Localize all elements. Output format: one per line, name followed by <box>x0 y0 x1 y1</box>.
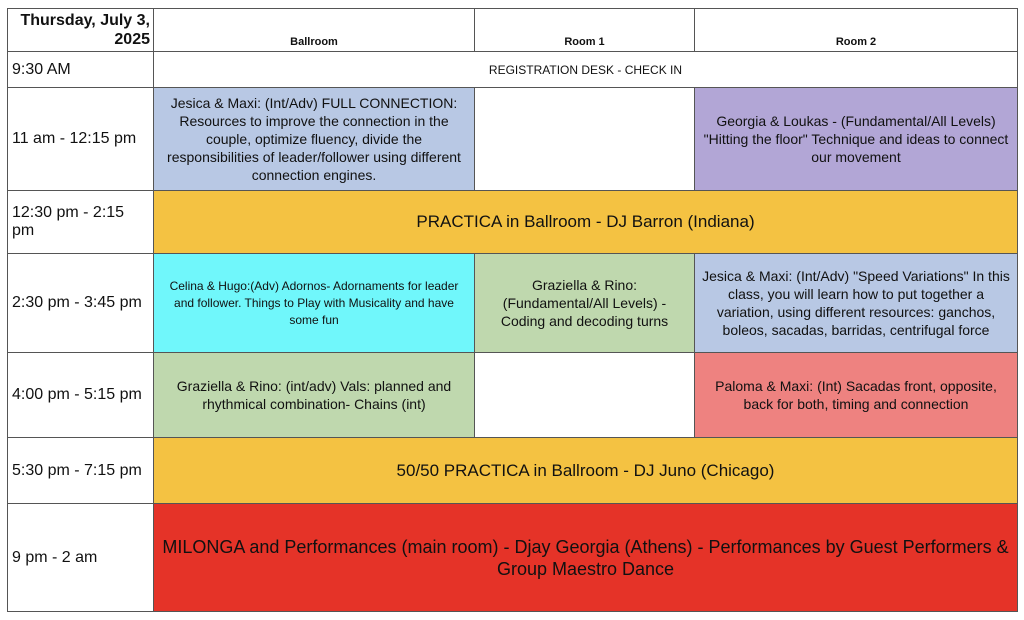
column-header-ballroom: Ballroom <box>154 9 475 52</box>
class-cell-room1-empty <box>475 353 695 438</box>
row-530 <box>8 438 1018 504</box>
time-cell: 9 pm - 2 am <box>8 504 154 612</box>
class-cell-room2: Jesica & Maxi: (Int/Adv) "Speed Variations" In this class, you will learn how to put together a variation, using different resources: ganchos, boleos, sacadas, barridas, centrifugal force <box>695 254 1018 353</box>
class-cell-room1-empty <box>475 88 695 191</box>
column-header-room2: Room 2 <box>695 9 1018 52</box>
practica-cell: PRACTICA in Ballroom - DJ Barron (Indiana) <box>154 191 1018 254</box>
date-line-1: Thursday, July 3, <box>20 12 150 29</box>
row-1230 <box>8 191 1018 254</box>
row-1100 <box>8 88 1018 191</box>
time-cell: 2:30 pm - 3:45 pm <box>8 254 154 353</box>
class-cell-room2: Georgia & Loukas - (Fundamental/All Levels) "Hitting the floor" Technique and ideas to connect our movement <box>695 88 1018 191</box>
date-line-2: 2025 <box>114 31 150 48</box>
schedule-table <box>7 8 1018 612</box>
row-230 <box>8 254 1018 353</box>
time-cell: 4:00 pm - 5:15 pm <box>8 353 154 438</box>
practica-cell: 50/50 PRACTICA in Ballroom - DJ Juno (Chicago) <box>154 438 1018 504</box>
date-header <box>8 9 154 52</box>
row-900 <box>8 504 1018 612</box>
time-cell: 9:30 AM <box>8 52 154 88</box>
class-cell-room1: Graziella & Rino: (Fundamental/All Levels) - Coding and decoding turns <box>475 254 695 353</box>
class-cell-room2: Paloma & Maxi: (Int) Sacadas front, opposite, back for both, timing and connection <box>695 353 1018 438</box>
row-400 <box>8 353 1018 438</box>
class-cell-ballroom: Celina & Hugo:(Adv) Adornos- Adornaments for leader and follower. Things to Play with Musicality and have some fun <box>154 254 475 353</box>
registration-cell: REGISTRATION DESK - CHECK IN <box>154 52 1018 88</box>
header-row <box>8 9 1018 52</box>
class-cell-ballroom: Jesica & Maxi: (Int/Adv) FULL CONNECTION: Resources to improve the connection in the couple, optimize fluency, divide the responsibilities of leader/follower using different connection engines. <box>154 88 475 191</box>
time-cell: 11 am - 12:15 pm <box>8 88 154 191</box>
time-cell: 12:30 pm - 2:15 pm <box>8 191 154 254</box>
row-930 <box>8 52 1018 88</box>
column-header-room1: Room 1 <box>475 9 695 52</box>
milonga-cell: MILONGA and Performances (main room) - Djay Georgia (Athens) - Performances by Guest Performers & Group Maestro Dance <box>154 504 1018 612</box>
class-cell-ballroom: Graziella & Rino: (int/adv) Vals: planned and rhythmical combination- Chains (int) <box>154 353 475 438</box>
time-cell: 5:30 pm - 7:15 pm <box>8 438 154 504</box>
